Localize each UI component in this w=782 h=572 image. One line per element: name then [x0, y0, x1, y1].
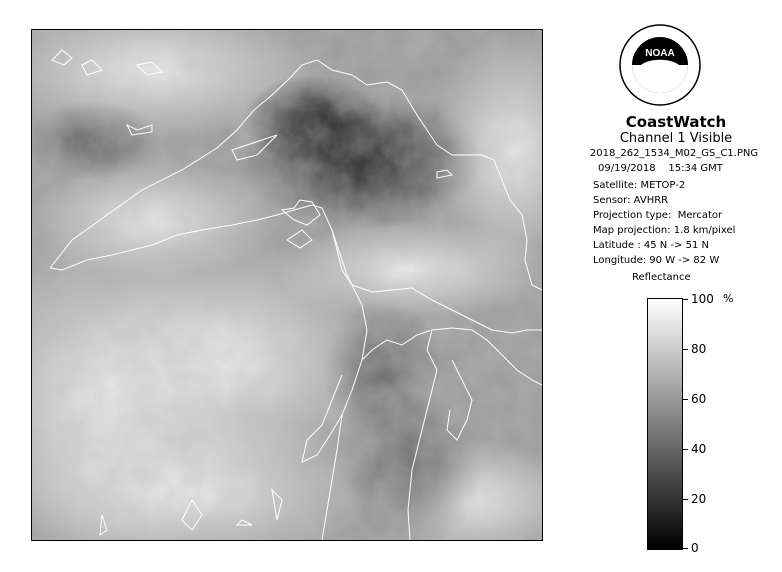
channel-subtitle: Channel 1 Visible: [619, 131, 733, 146]
satellite-text: Satellite: METOP-2: [593, 180, 686, 191]
projection-type-text: Projection type: Mercator: [593, 210, 723, 221]
colorbar-tick-label: 20: [691, 492, 707, 506]
image-filename: 2018_262_1534_M02_GS_C1.PNG: [589, 148, 759, 159]
date-time: [598, 163, 723, 174]
map-projection-text: Map projection: 1.8 km/pixel: [593, 225, 736, 236]
colorbar-tick-label: 40: [691, 442, 707, 456]
metadata-panel: [593, 178, 735, 268]
app-title: CoastWatch: [625, 113, 727, 131]
latitude-text: Latitude : 45 N -> 51 N: [593, 240, 709, 251]
logo-text: NOAA: [645, 48, 675, 59]
colorbar-tick-label: 60: [691, 392, 707, 406]
reflectance-colorbar: [647, 298, 683, 550]
colorbar-tick: [683, 548, 688, 549]
colorbar-tick: [683, 449, 688, 450]
noaa-logo: [619, 24, 701, 106]
colorbar-title: Reflectance: [632, 272, 691, 283]
longitude-text: Longitude: 90 W -> 82 W: [593, 255, 720, 266]
colorbar-unit: %: [723, 292, 734, 305]
satellite-image-map: [31, 29, 543, 541]
sensor-text: Sensor: AVHRR: [593, 195, 669, 206]
satellite-imagery: [32, 30, 542, 540]
colorbar-tick: [683, 499, 688, 500]
colorbar-tick: [683, 299, 688, 300]
time-text: 15:34 GMT: [668, 163, 723, 174]
colorbar-tick: [683, 349, 688, 350]
colorbar-tick-label: 0: [691, 541, 699, 555]
date-text: 09/19/2018: [598, 163, 656, 174]
colorbar-tick-label: 80: [691, 342, 707, 356]
colorbar-tick: [683, 399, 688, 400]
colorbar-tick-label: 100: [691, 292, 714, 306]
